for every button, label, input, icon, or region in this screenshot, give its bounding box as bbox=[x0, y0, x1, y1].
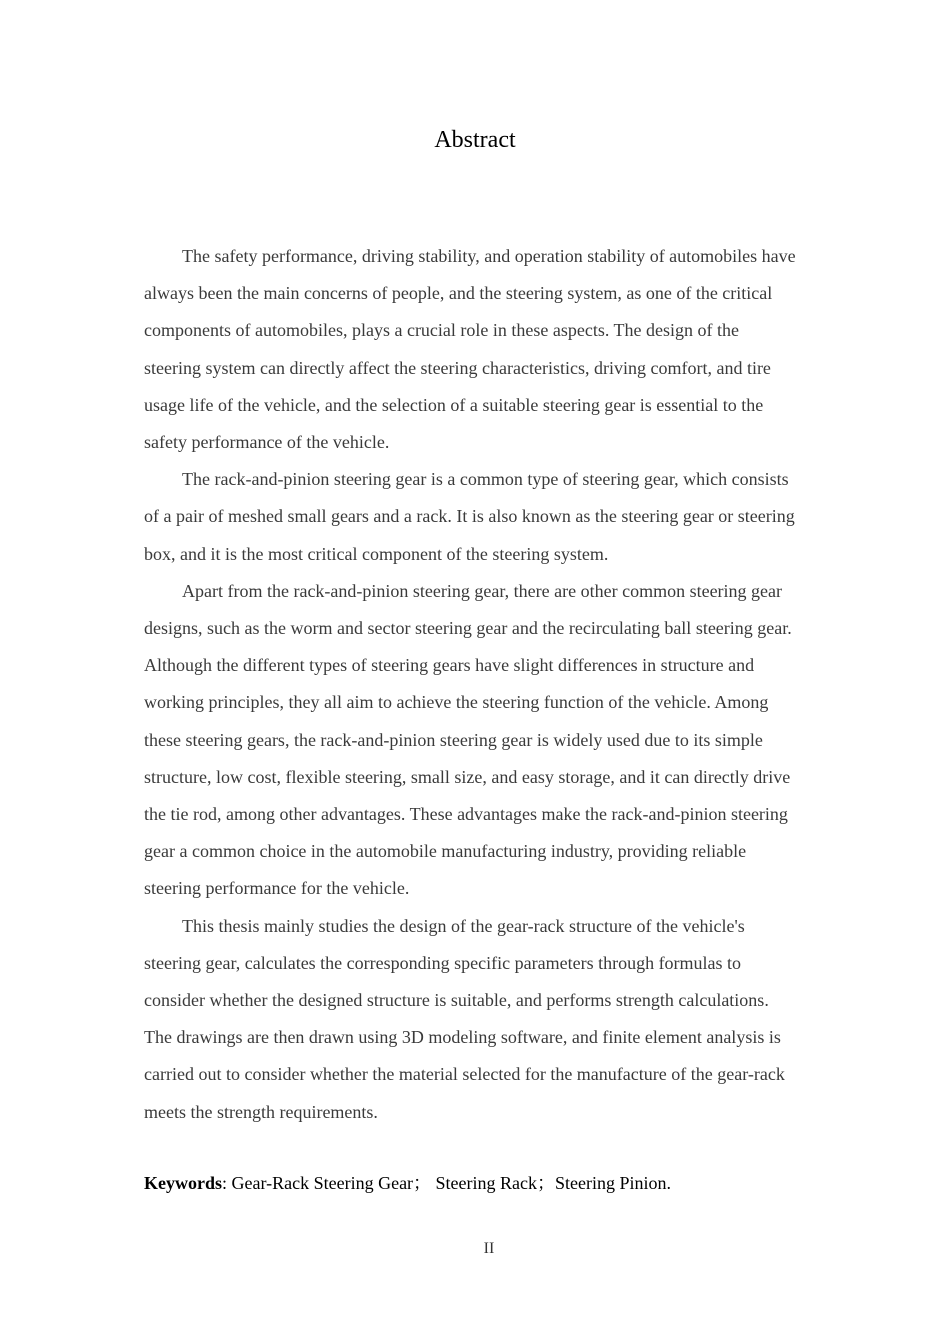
abstract-title: Abstract bbox=[434, 127, 516, 153]
page-number: II bbox=[483, 1240, 495, 1257]
paragraph-4: This thesis mainly studies the design of the gear-rack structure of the vehicle's steering gear, calculates the corresponding specific parameters through formulas to consider whether the designed structure is suitable, and performs strength calculations. The drawings are then drawn using 3D modeling software, and finite element analysis is carried out to consider whether the material selected for the manufacture of the gear-rack meets the strength requirements. bbox=[144, 915, 785, 1122]
paragraph-1: The safety performance, driving stability, and operation stability of automobiles have always been the main concerns of people, and the steering system, as one of the critical components of automobiles, plays a crucial role in these aspects. The design of the steering system can directly affect the steering characteristics, driving comfort, and tire usage life of the vehicle, and the selection of a suitable steering gear is essential to the safety performance of the vehicle. bbox=[144, 246, 796, 453]
abstract-body bbox=[144, 238, 800, 1131]
keywords-text: : Gear-Rack Steering Gear； Steering Rack；Steering Pinion. bbox=[222, 1173, 672, 1193]
paragraph-3: Apart from the rack-and-pinion steering gear, there are other common steering gear designs, such as the worm and sector steering gear and the recirculating ball steering gear. Although the different types of steering gears have slight differences in structure and working principles, they all aim to achieve the steering function of the vehicle. Among these steering gears, the rack-and-pinion steering gear is widely used due to its simple structure, low cost, flexible steering, small size, and easy storage, and it can directly drive the tie rod, among other advantages. These advantages make the rack-and-pinion steering gear a common choice in the automobile manufacturing industry, providing reliable steering performance for the vehicle. bbox=[144, 580, 792, 899]
keywords-line bbox=[144, 1169, 844, 1197]
keywords-label: Keywords bbox=[144, 1173, 222, 1193]
paragraph-2: The rack-and-pinion steering gear is a common type of steering gear, which consists of a pair of meshed small gears and a rack. It is also known as the steering gear or steering box, and it is the most critical component of the steering system. bbox=[144, 469, 795, 564]
